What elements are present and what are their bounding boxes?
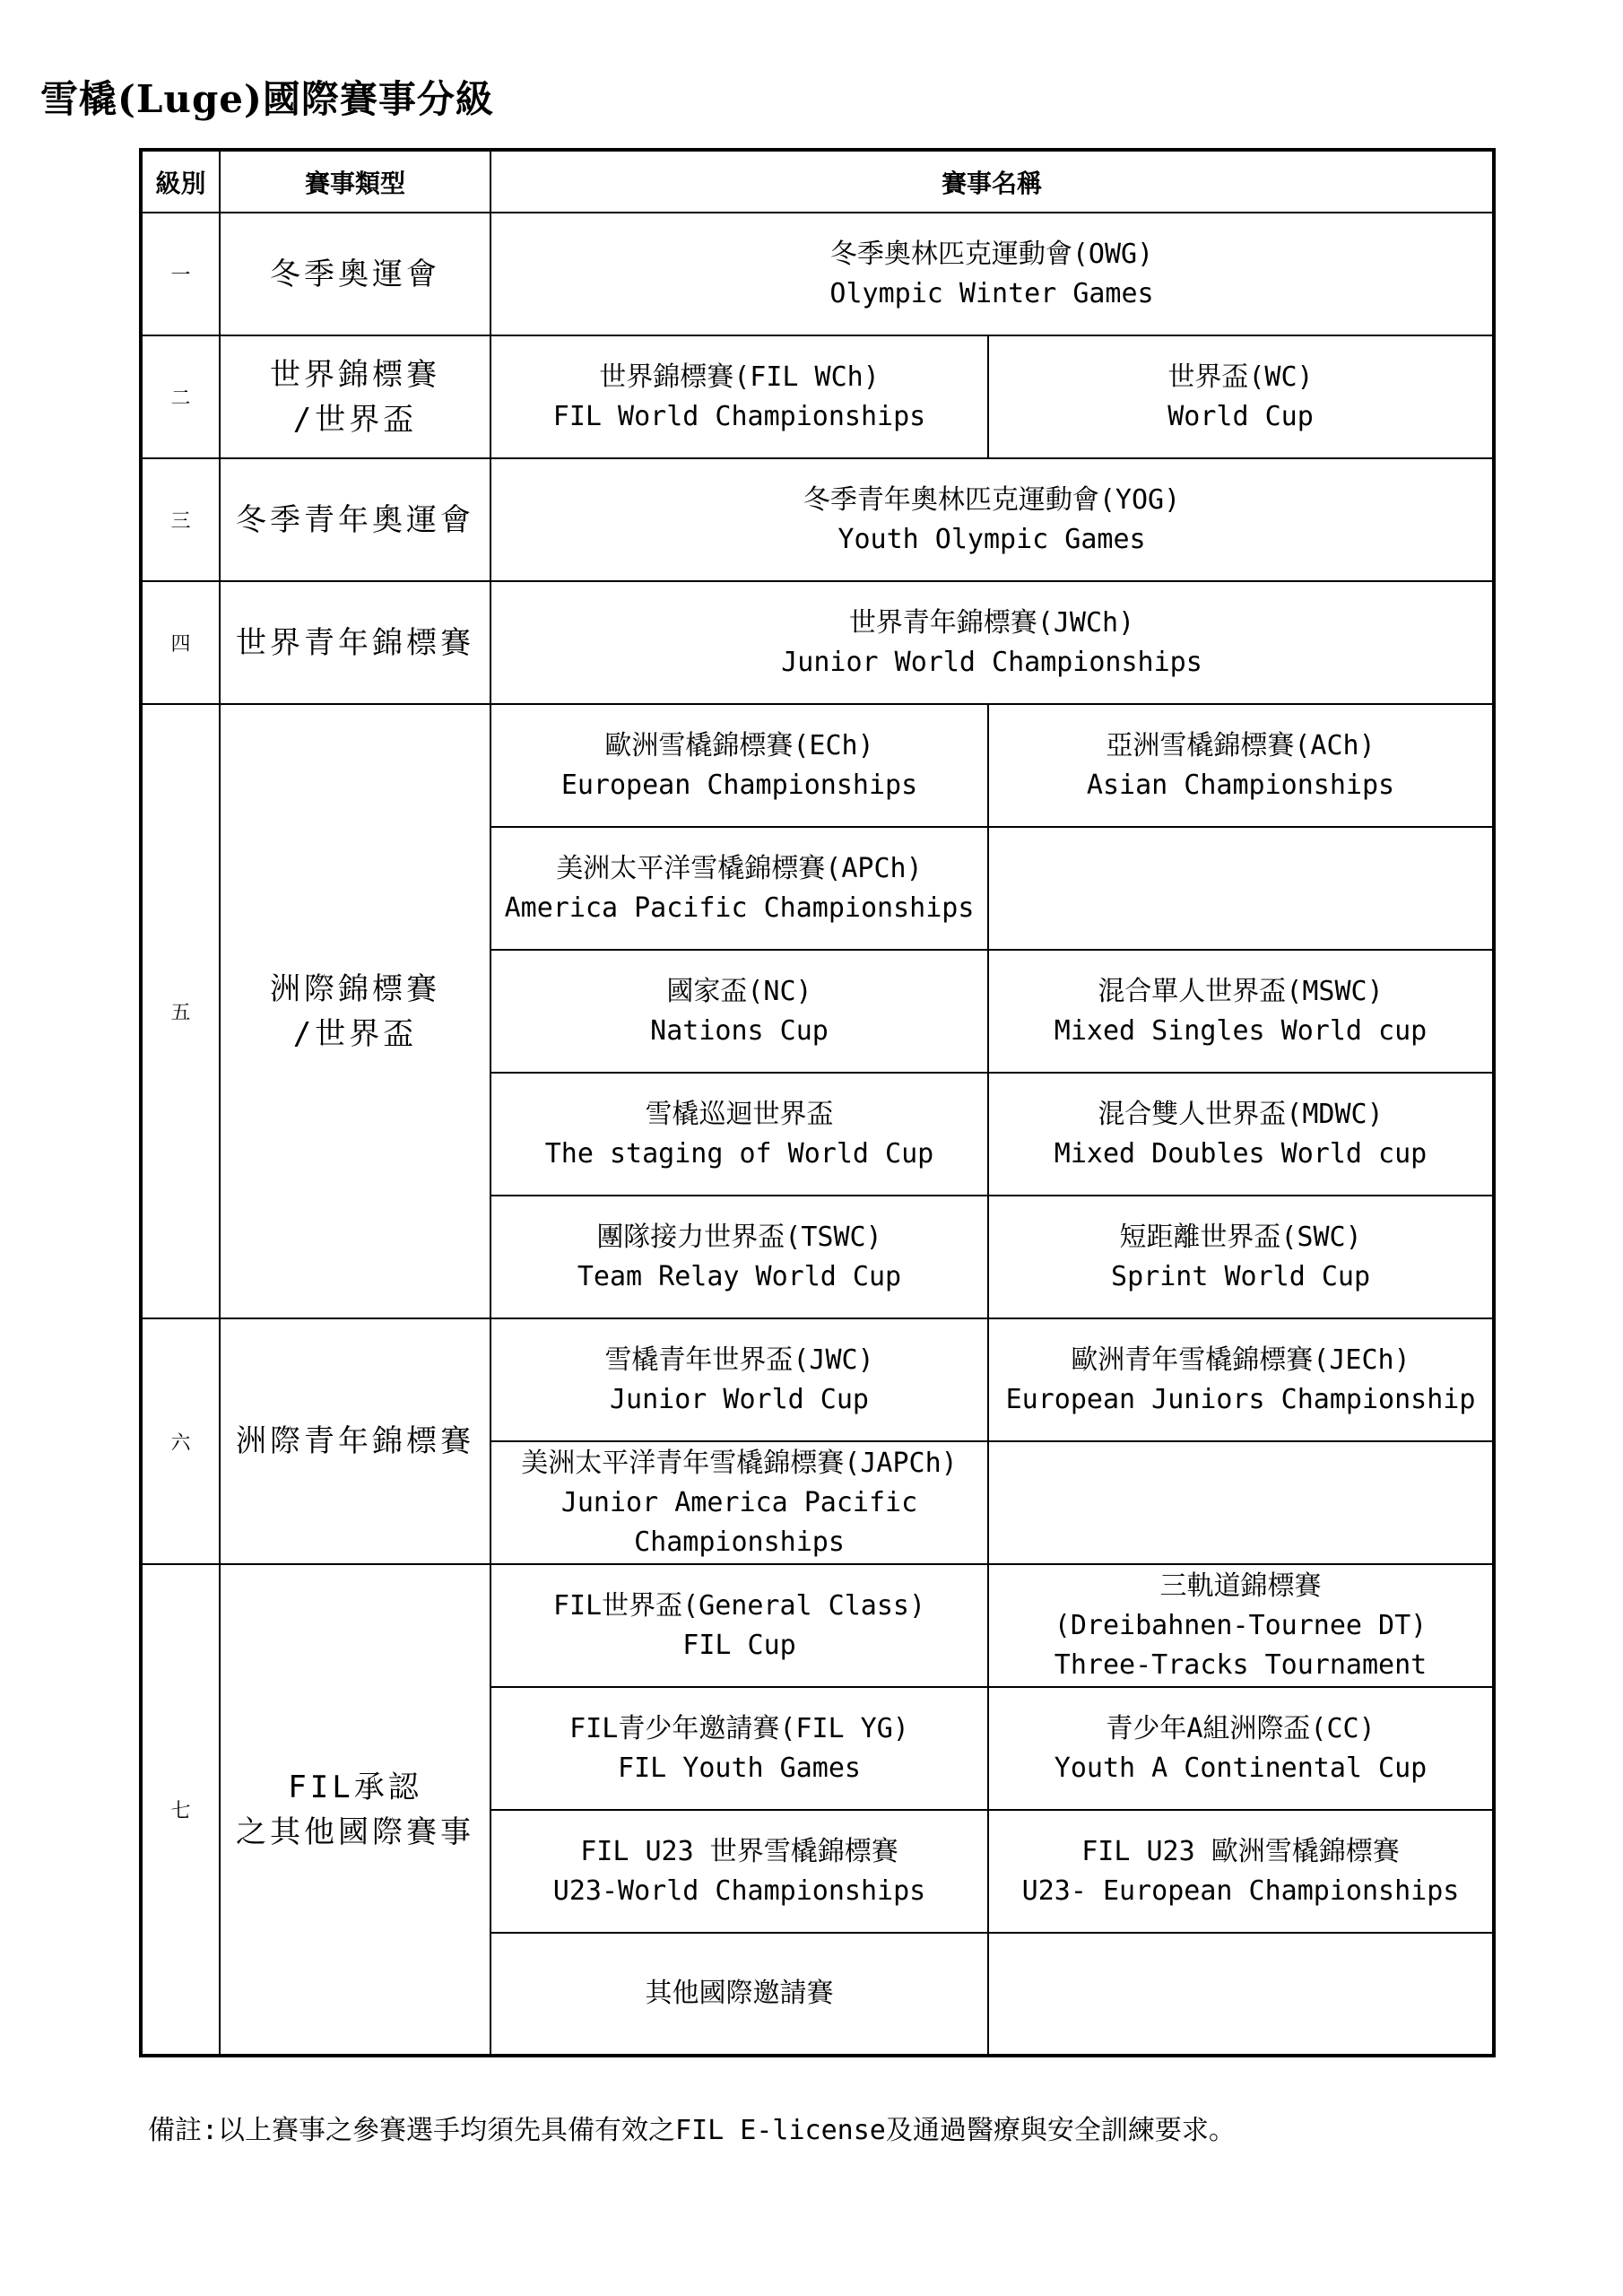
category-line: /世界盃 xyxy=(292,1015,418,1052)
event-cell xyxy=(490,581,1494,704)
event-name-en: Sprint World Cup xyxy=(1111,1260,1370,1292)
event-name-zh: 其他國際邀請賽 xyxy=(645,1978,834,2009)
level-cell: 四 xyxy=(141,581,220,704)
event-name-zh: FIL世界盃(General Class) xyxy=(552,1589,926,1622)
event-name-zh: 美洲太平洋雪橇錦標賽(APCh) xyxy=(556,852,923,884)
event-name-zh: 團隊接力世界盃(TSWC) xyxy=(596,1221,882,1253)
category-cell xyxy=(220,335,490,458)
event-name-en: Championships xyxy=(634,1526,845,1558)
event-name-en: Team Relay World Cup xyxy=(577,1260,902,1292)
category-line: 世界錦標賽 xyxy=(270,356,440,393)
event-name-zh: 冬季奧林匹克運動會(OWG) xyxy=(829,238,1154,270)
event-name-en: Youth Olympic Games xyxy=(838,523,1146,555)
event-name-en: Olympic Winter Games xyxy=(829,277,1154,309)
event-name-zh: 混合雙人世界盃(MDWC) xyxy=(1098,1098,1384,1130)
event-name-zh: FIL U23 世界雪橇錦標賽 xyxy=(580,1835,898,1867)
level-cell: 二 xyxy=(141,335,220,458)
event-name-en: FIL Cup xyxy=(682,1629,796,1661)
event-name-en: Junior America Pacific xyxy=(560,1486,918,1518)
competition-level-table xyxy=(139,148,1496,2057)
table-row xyxy=(141,581,1494,704)
event-name-zh: 美洲太平洋青年雪橇錦標賽(JAPCh) xyxy=(521,1447,958,1479)
category-line: FIL承認 xyxy=(288,1769,422,1805)
event-cell xyxy=(490,1687,988,1810)
level-cell: 七 xyxy=(141,1564,220,2056)
level-cell: 五 xyxy=(141,704,220,1318)
event-cell xyxy=(988,950,1494,1073)
event-cell xyxy=(490,1564,988,1687)
event-cell xyxy=(490,950,988,1073)
event-name-zh: 亞洲雪橇錦標賽(ACh) xyxy=(1106,729,1376,761)
event-name-zh: FIL U23 歐洲雪橇錦標賽 xyxy=(1081,1835,1400,1867)
event-cell xyxy=(490,335,988,458)
event-name-zh: 短距離世界盃(SWC) xyxy=(1119,1221,1362,1253)
category-cell xyxy=(220,213,490,335)
event-name-zh: 三軌道錦標賽 xyxy=(1159,1570,1322,1602)
event-name-zh: 雪橇青年世界盃(JWC) xyxy=(604,1344,874,1376)
event-name-en: World Cup xyxy=(1167,400,1314,432)
event-cell xyxy=(988,1318,1494,1441)
category-cell xyxy=(220,458,490,581)
event-cell xyxy=(988,704,1494,827)
event-name-en: European Championships xyxy=(560,769,918,801)
page-title: 雪橇(Luge)國際賽事分級 xyxy=(40,77,494,121)
event-name-en: Mixed Doubles World cup xyxy=(1054,1137,1428,1170)
event-cell xyxy=(988,1196,1494,1318)
level-cell: 一 xyxy=(141,213,220,335)
category-line: 冬季奧運會 xyxy=(270,256,440,292)
category-line: 洲際錦標賽 xyxy=(270,970,440,1007)
category-cell xyxy=(220,1564,490,2056)
event-name-en: FIL Youth Games xyxy=(618,1752,861,1784)
event-name-en: Youth A Continental Cup xyxy=(1054,1752,1428,1784)
event-name-zh: 冬季青年奧林匹克運動會(YOG) xyxy=(803,483,1181,516)
event-cell xyxy=(490,1810,988,1933)
level-cell: 三 xyxy=(141,458,220,581)
table-row xyxy=(141,335,1494,458)
event-name-zh: 混合單人世界盃(MSWC) xyxy=(1098,975,1384,1007)
table-row xyxy=(141,704,1494,827)
event-cell xyxy=(490,1196,988,1318)
header-level: 級別 xyxy=(141,150,220,213)
category-line: 冬季青年奧運會 xyxy=(236,501,474,538)
empty-cell xyxy=(988,827,1494,950)
event-name-en: FIL World Championships xyxy=(552,400,926,432)
event-name-zh: 世界青年錦標賽(JWCh) xyxy=(848,606,1135,639)
event-name-zh: 青少年A組洲際盃(CC) xyxy=(1106,1712,1376,1744)
table-header-row xyxy=(141,150,1494,213)
event-cell xyxy=(988,335,1494,458)
event-cell xyxy=(490,1933,988,2056)
empty-cell xyxy=(988,1441,1494,1564)
category-cell xyxy=(220,581,490,704)
header-name: 賽事名稱 xyxy=(490,150,1494,213)
event-name-en: Nations Cup xyxy=(650,1014,829,1047)
event-name-zh: 歐洲青年雪橇錦標賽(JECh) xyxy=(1071,1344,1410,1376)
event-name-zh: 世界盃(WC) xyxy=(1167,361,1314,393)
event-name-en: Junior World Championships xyxy=(781,646,1202,678)
event-name-en: Asian Championships xyxy=(1086,769,1395,801)
event-name-en: U23- European Championships xyxy=(1021,1874,1460,1907)
header-type: 賽事類型 xyxy=(220,150,490,213)
event-name-en: (Dreibahnen-Tournee DT) xyxy=(1054,1609,1428,1641)
table-row xyxy=(141,1318,1494,1441)
category-line: 世界青年錦標賽 xyxy=(236,624,474,661)
event-cell xyxy=(490,827,988,950)
event-cell xyxy=(490,1318,988,1441)
event-cell xyxy=(988,1810,1494,1933)
table-row xyxy=(141,458,1494,581)
event-name-en: America Pacific Championships xyxy=(504,891,975,924)
category-line: 洲際青年錦標賽 xyxy=(236,1423,474,1459)
category-cell xyxy=(220,704,490,1318)
event-name-en: European Juniors Championship xyxy=(1005,1383,1476,1415)
table-row xyxy=(141,213,1494,335)
empty-cell xyxy=(988,1933,1494,2056)
category-line: 之其他國際賽事 xyxy=(236,1813,474,1850)
event-name-en: Three-Tracks Tournament xyxy=(1054,1648,1428,1681)
event-name-zh: FIL青少年邀請賽(FIL YG) xyxy=(569,1712,909,1744)
event-name-en: U23-World Championships xyxy=(552,1874,926,1907)
event-name-en: The staging of World Cup xyxy=(544,1137,934,1170)
footnote: 備註:以上賽事之參賽選手均須先具備有效之FIL E-license及通過醫療與安全訓練要求。 xyxy=(148,2115,1236,2146)
table-row xyxy=(141,1564,1494,1687)
event-name-zh: 歐洲雪橇錦標賽(ECh) xyxy=(604,729,874,761)
event-cell xyxy=(490,458,1494,581)
category-line: /世界盃 xyxy=(292,401,418,438)
event-cell xyxy=(988,1564,1494,1687)
event-cell xyxy=(490,213,1494,335)
event-name-zh: 世界錦標賽(FIL WCh) xyxy=(599,361,880,393)
event-name-en: Junior World Cup xyxy=(610,1383,869,1415)
event-name-zh: 國家盃(NC) xyxy=(666,975,812,1007)
event-name-zh: 雪橇巡迴世界盃 xyxy=(645,1098,834,1130)
event-cell xyxy=(490,1441,988,1564)
event-cell xyxy=(988,1687,1494,1810)
level-cell: 六 xyxy=(141,1318,220,1564)
category-cell xyxy=(220,1318,490,1564)
event-cell xyxy=(490,1073,988,1196)
event-cell xyxy=(490,704,988,827)
event-cell xyxy=(988,1073,1494,1196)
event-name-en: Mixed Singles World cup xyxy=(1054,1014,1428,1047)
